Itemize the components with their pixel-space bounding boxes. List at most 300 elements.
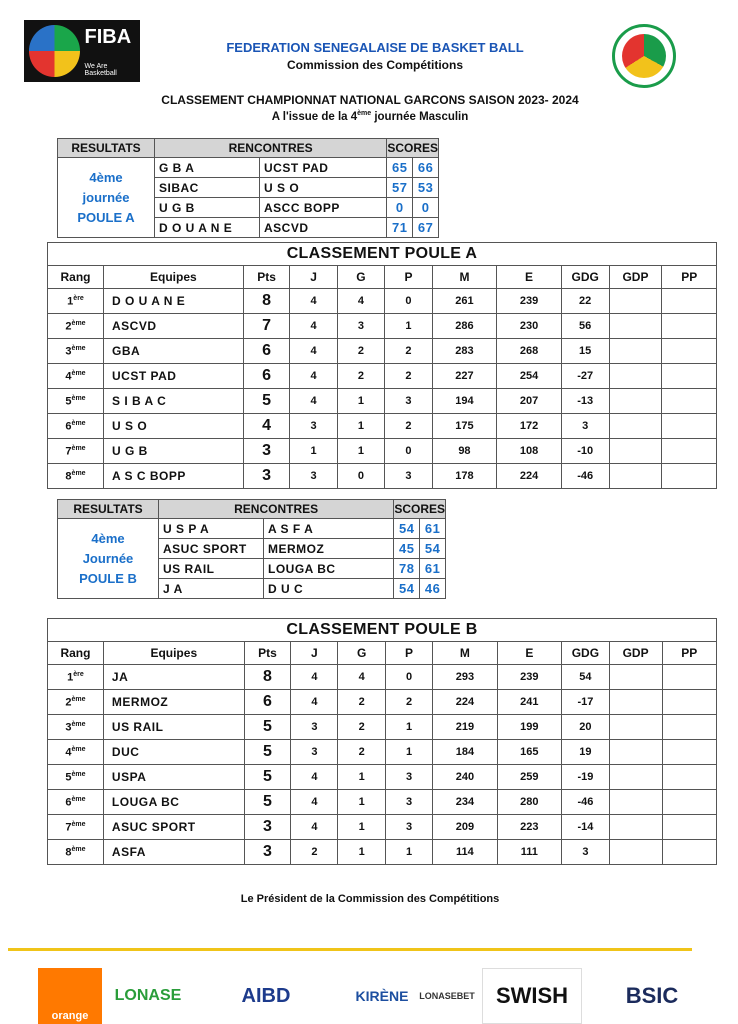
standings-row [48,715,717,740]
played-cell: 3 [291,715,338,740]
scores-header: SCORES [387,139,439,158]
col-pp: PP [662,266,717,289]
conceded-cell: 224 [497,464,562,489]
played-cell: 4 [290,364,337,389]
scored-cell: 184 [433,740,497,765]
col-g: G [337,266,385,289]
scored-cell: 209 [433,815,497,840]
federation-name: FEDERATION SENEGALAISE DE BASKET BALL [226,40,524,55]
standings-table-poule-b [47,618,717,865]
rank-number: 2 [65,696,72,709]
lost-cell: 1 [385,715,432,740]
journee-label [58,519,159,599]
federation-emblem-icon [622,34,666,78]
rank-cell [48,740,104,765]
lost-cell: 2 [385,339,432,364]
gdg-cell: -10 [561,439,609,464]
rank-suffix: ème [71,469,86,477]
gdg-cell: 22 [561,289,609,314]
gdp-cell [609,740,662,765]
points-cell: 5 [244,790,291,815]
standings-table-poule-a [47,242,717,489]
away-team: A S F A [264,519,394,539]
won-cell: 2 [338,690,385,715]
pp-cell [662,464,717,489]
gdg-cell: -13 [561,389,609,414]
standings-row [48,389,717,414]
gdg-cell: -17 [562,690,610,715]
conceded-cell: 268 [497,339,562,364]
rank-suffix: ème [71,695,86,703]
points-cell: 5 [243,389,290,414]
home-score: 57 [387,178,413,198]
played-cell: 4 [291,765,338,790]
played-cell: 3 [290,414,337,439]
points-cell: 6 [243,364,290,389]
pp-cell [662,715,716,740]
team-name: U G B [104,439,244,464]
scored-cell: 98 [432,439,497,464]
rank-number: 8 [65,470,72,483]
home-team: D O U A N E [155,218,260,238]
rank-number: 5 [65,395,72,408]
rank-suffix: ème [71,745,86,753]
gdp-cell [609,790,662,815]
federation-logo [612,24,676,88]
lost-cell: 2 [385,364,432,389]
rank-number: 2 [65,320,72,333]
rank-cell [48,690,104,715]
gdp-cell [609,464,662,489]
sponsor-bsic-logo: BSIC [625,983,679,1008]
conceded-cell: 108 [497,439,562,464]
won-cell: 1 [337,439,385,464]
col-rang: Rang [48,642,104,665]
pp-cell [662,790,716,815]
rank-cell [48,389,104,414]
conceded-cell: 165 [497,740,561,765]
col-gdp: GDP [609,642,662,665]
rank-number: 5 [65,771,72,784]
won-cell: 2 [337,339,385,364]
classement-title: CLASSEMENT POULE A [48,243,717,266]
rank-cell [48,464,104,489]
away-team: MERMOZ [264,539,394,559]
away-score: 46 [420,579,446,599]
away-team: ASCC BOPP [260,198,387,218]
rank-suffix: ème [71,845,86,853]
standings-row [48,314,717,339]
rank-number: 1 [67,295,74,308]
results-table-poule-b [57,499,446,599]
scored-cell: 286 [432,314,497,339]
played-cell: 4 [290,289,337,314]
rank-number: 4 [65,370,72,383]
rank-number: 4 [65,746,72,759]
pp-cell [662,765,716,790]
conceded-cell: 207 [497,389,562,414]
lost-cell: 0 [385,665,432,690]
col-e: E [497,266,562,289]
played-cell: 3 [290,464,337,489]
away-team: ASCVD [260,218,387,238]
away-score: 54 [420,539,446,559]
rank-number: 6 [65,420,72,433]
col-gdg: GDG [562,642,610,665]
gdp-cell [609,364,662,389]
lost-cell: 2 [385,414,432,439]
gdp-cell [609,665,662,690]
home-team: US RAIL [159,559,264,579]
team-name: JA [103,665,244,690]
gdg-cell: 3 [561,414,609,439]
gdg-cell: 19 [562,740,610,765]
lost-cell: 3 [385,815,432,840]
away-score: 66 [413,158,439,178]
team-name: USPA [103,765,244,790]
col-j: J [290,266,337,289]
scored-cell: 261 [432,289,497,314]
won-cell: 0 [337,464,385,489]
team-name: UCST PAD [104,364,244,389]
rank-suffix: ème [71,394,86,402]
standings-row [48,339,717,364]
scored-cell: 224 [433,690,497,715]
gdg-cell: -46 [562,790,610,815]
scored-cell: 293 [433,665,497,690]
played-cell: 2 [291,840,338,865]
home-team: G B A [155,158,260,178]
standings-row [48,765,717,790]
sponsor-lonasebet-logo: LONASEBET [419,991,475,1001]
pp-cell [662,364,717,389]
fiba-wordmark: FIBA We Are Basketball [85,20,140,82]
gdg-cell: 56 [561,314,609,339]
rank-suffix: ème [71,795,86,803]
sponsor-kirene-logo: KIRÈNE [355,988,409,1004]
conceded-cell: 254 [497,364,562,389]
col-gdg: GDG [561,266,609,289]
won-cell: 1 [338,840,385,865]
home-team: U G B [155,198,260,218]
rank-number: 1 [67,671,74,684]
standings-row [48,740,717,765]
home-team: J A [159,579,264,599]
team-name: ASUC SPORT [103,815,244,840]
won-cell: 1 [337,389,385,414]
sponsor-lonase-logo: LONASE [114,987,182,1004]
standings-row [48,464,717,489]
team-name: DUC [103,740,244,765]
gdp-cell [609,715,662,740]
rank-cell [48,364,104,389]
home-score: 78 [394,559,420,579]
home-team: ASUC SPORT [159,539,264,559]
conceded-cell: 111 [497,840,561,865]
scored-cell: 234 [433,790,497,815]
conceded-cell: 199 [497,715,561,740]
scored-cell: 175 [432,414,497,439]
played-cell: 4 [290,314,337,339]
pp-cell [662,339,717,364]
gdp-cell [609,690,662,715]
standings-row [48,414,717,439]
won-cell: 2 [338,715,385,740]
gdp-cell [609,289,662,314]
points-cell: 3 [243,439,290,464]
points-cell: 5 [244,765,291,790]
team-name: D O U A N E [104,289,244,314]
scores-header: SCORES [394,500,446,519]
rank-number: 8 [65,846,72,859]
col-p: P [385,642,432,665]
gdg-cell: 3 [562,840,610,865]
gdp-cell [609,389,662,414]
journee-label [58,158,155,238]
col-equipes: Equipes [103,642,244,665]
gdg-cell: 15 [561,339,609,364]
gdp-cell [609,439,662,464]
played-cell: 4 [290,389,337,414]
scored-cell: 178 [432,464,497,489]
home-score: 65 [387,158,413,178]
played-cell: 3 [291,740,338,765]
standings-row [48,364,717,389]
fiba-logo [24,20,140,82]
played-cell: 4 [290,339,337,364]
journee-label-line: POULE A [77,209,135,225]
col-g: G [338,642,385,665]
col-pts: Pts [244,642,291,665]
away-team: LOUGA BC [264,559,394,579]
col-p: P [385,266,432,289]
team-name: ASCVD [104,314,244,339]
lost-cell: 3 [385,790,432,815]
gdg-cell: 20 [562,715,610,740]
gdp-cell [609,314,662,339]
match-row [58,519,446,539]
pp-cell [662,690,716,715]
lost-cell: 2 [385,690,432,715]
classement-title: CLASSEMENT POULE B [48,619,717,642]
rank-number: 6 [65,796,72,809]
commission-name: Commission des Compétitions [286,58,464,72]
rank-suffix: ère [73,294,84,302]
gdg-cell: -14 [562,815,610,840]
pp-cell [662,665,716,690]
rank-suffix: ème [71,770,86,778]
away-team: D U C [264,579,394,599]
won-cell: 2 [338,740,385,765]
gdg-cell: -27 [561,364,609,389]
pp-cell [662,389,717,414]
standings-row [48,289,717,314]
lost-cell: 3 [385,389,432,414]
home-score: 45 [394,539,420,559]
journee-label-line: Journée [82,550,134,566]
rank-suffix: ème [71,369,86,377]
rank-suffix: ème [71,820,86,828]
resultats-header: RESULTATS [58,500,159,519]
pp-cell [662,289,717,314]
col-pp: PP [662,642,716,665]
won-cell: 1 [338,815,385,840]
points-cell: 8 [243,289,290,314]
pp-cell [662,740,716,765]
rank-cell [48,439,104,464]
points-cell: 6 [243,339,290,364]
results-table-poule-a [57,138,439,238]
rank-cell [48,840,104,865]
team-name: LOUGA BC [103,790,244,815]
pp-cell [662,815,716,840]
won-cell: 1 [337,414,385,439]
standings-row [48,790,717,815]
col-equipes: Equipes [104,266,244,289]
home-score: 54 [394,519,420,539]
played-cell: 4 [291,690,338,715]
gdp-cell [609,765,662,790]
conceded-cell: 241 [497,690,561,715]
team-name: MERMOZ [103,690,244,715]
rank-cell [48,790,104,815]
gdp-cell [609,414,662,439]
sponsor-swish-logo: SWISH [482,968,582,1024]
gdg-cell: 54 [562,665,610,690]
sponsor-orange-logo: orange [38,968,102,1024]
lost-cell: 3 [385,464,432,489]
home-team: U S P A [159,519,264,539]
journee-label-line: 4ème [91,530,125,546]
conceded-cell: 223 [497,815,561,840]
standings-row [48,690,717,715]
points-cell: 3 [243,464,290,489]
won-cell: 1 [338,765,385,790]
standings-row [48,815,717,840]
lost-cell: 0 [385,439,432,464]
team-name: GBA [104,339,244,364]
away-score: 67 [413,218,439,238]
president-signature-line: Le Président de la Commission des Compétitions [240,893,500,905]
conceded-cell: 259 [497,765,561,790]
scored-cell: 240 [433,765,497,790]
rank-number: 7 [65,445,72,458]
col-j: J [291,642,338,665]
played-cell: 1 [290,439,337,464]
home-score: 71 [387,218,413,238]
pp-cell [662,840,716,865]
rank-suffix: ère [73,670,84,678]
played-cell: 4 [291,790,338,815]
scored-cell: 219 [433,715,497,740]
journee-label-line: POULE B [79,570,137,586]
col-gdp: GDP [609,266,662,289]
won-cell: 1 [338,790,385,815]
home-team: SIBAC [155,178,260,198]
points-cell: 3 [244,840,291,865]
lost-cell: 1 [385,840,432,865]
team-name: S I B A C [104,389,244,414]
rank-suffix: ème [71,720,86,728]
col-m: M [433,642,497,665]
gdp-cell [609,339,662,364]
resultats-header: RESULTATS [58,139,155,158]
rank-suffix: ème [71,344,86,352]
conceded-cell: 239 [497,289,562,314]
gdg-cell: -19 [562,765,610,790]
page-title: CLASSEMENT CHAMPIONNAT NATIONAL GARCONS SAISON 2023- 2024 [161,93,579,107]
played-cell: 4 [291,665,338,690]
gdp-cell [609,840,662,865]
won-cell: 2 [337,364,385,389]
conceded-cell: 239 [497,665,561,690]
home-score: 54 [394,579,420,599]
rank-cell [48,815,104,840]
lost-cell: 1 [385,740,432,765]
played-cell: 4 [291,815,338,840]
rank-number: 3 [65,721,72,734]
sponsor-aibd-logo: AIBD [241,984,291,1007]
scored-cell: 283 [432,339,497,364]
pp-cell [662,439,717,464]
won-cell: 3 [337,314,385,339]
journee-label-line: journée [82,189,130,205]
rank-cell [48,715,104,740]
fiba-tagline: We Are Basketball [84,63,117,77]
points-cell: 4 [243,414,290,439]
rencontres-header: RENCONTRES [155,139,387,158]
team-name: U S O [104,414,244,439]
standings-row [48,665,717,690]
rencontres-header: RENCONTRES [159,500,394,519]
won-cell: 4 [338,665,385,690]
points-cell: 7 [243,314,290,339]
lost-cell: 0 [385,289,432,314]
team-name: A S C BOPP [104,464,244,489]
footer-divider [8,948,692,951]
points-cell: 8 [244,665,291,690]
rank-cell [48,314,104,339]
away-score: 61 [420,559,446,579]
col-m: M [432,266,497,289]
col-e: E [497,642,561,665]
home-score: 0 [387,198,413,218]
points-cell: 5 [244,740,291,765]
won-cell: 4 [337,289,385,314]
away-score: 53 [413,178,439,198]
lost-cell: 1 [385,314,432,339]
standings-row [48,840,717,865]
points-cell: 5 [244,715,291,740]
away-score: 61 [420,519,446,539]
col-rang: Rang [48,266,104,289]
rank-suffix: ème [71,444,86,452]
team-name: ASFA [103,840,244,865]
rank-cell [48,665,104,690]
conceded-cell: 172 [497,414,562,439]
rank-suffix: ème [71,419,86,427]
basketball-icon [29,25,80,77]
lost-cell: 3 [385,765,432,790]
rank-number: 3 [65,345,72,358]
points-cell: 3 [244,815,291,840]
standings-row [48,439,717,464]
away-score: 0 [413,198,439,218]
scored-cell: 114 [433,840,497,865]
gdg-cell: -46 [561,464,609,489]
page-subtitle: A l'issue de la 4ème journée Masculin [271,110,469,123]
col-pts: Pts [243,266,290,289]
